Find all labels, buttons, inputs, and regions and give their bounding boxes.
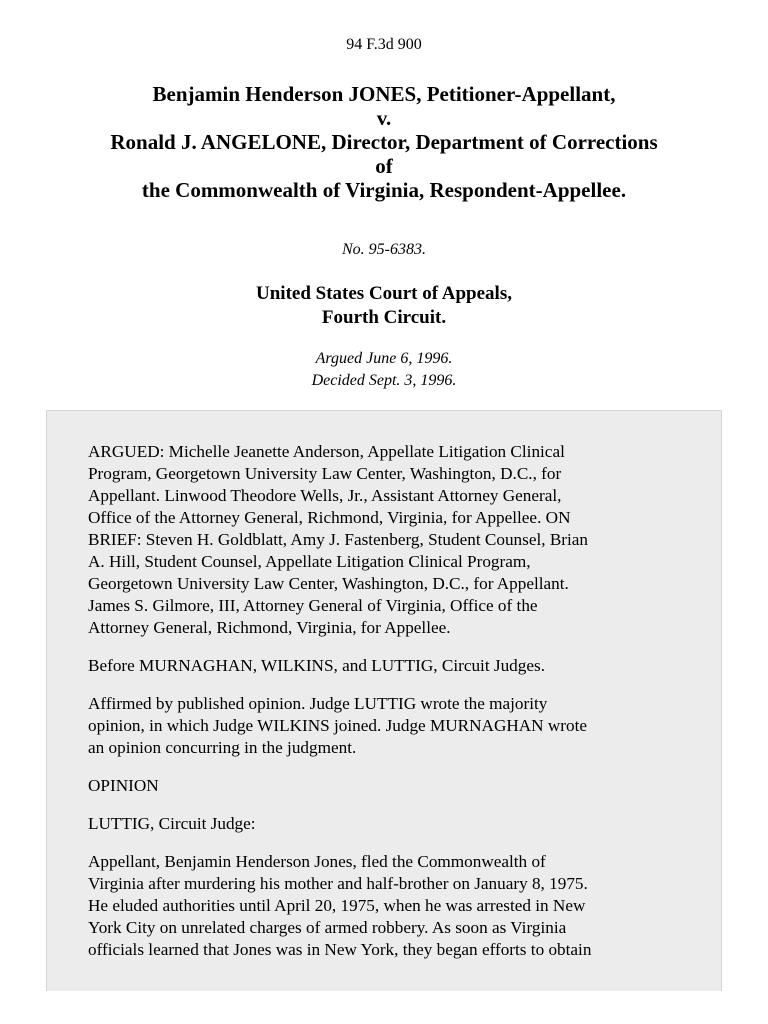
- text-line: Appellant, Benjamin Henderson Jones, fled the Commonwealth of: [88, 852, 546, 871]
- caption-line-petitioner: Benjamin Henderson JONES, Petitioner-Appellant,: [152, 82, 616, 106]
- decided-date: Decided Sept. 3, 1996.: [311, 372, 457, 389]
- disposition-paragraph: [88, 693, 688, 759]
- text-line: Affirmed by published opinion. Judge LUTTIG wrote the majority: [88, 694, 548, 713]
- text-line: OPINION: [88, 776, 159, 795]
- counsel-paragraph: [88, 441, 688, 639]
- docket-number: No. 95-6383.: [342, 241, 426, 258]
- opinion-heading: [88, 775, 688, 797]
- panel-paragraph: [88, 655, 688, 677]
- text-line: Attorney General, Richmond, Virginia, for Appellee.: [88, 618, 451, 637]
- caption-line-respondent: Ronald J. ANGELONE, Director, Department of Corrections: [110, 130, 658, 154]
- text-line: Appellant. Linwood Theodore Wells, Jr., Assistant Attorney General,: [88, 486, 562, 505]
- opinion-body: [88, 441, 688, 977]
- text-line: LUTTIG, Circuit Judge:: [88, 814, 256, 833]
- case-caption: [0, 82, 768, 202]
- argued-date: Argued June 6, 1996.: [315, 350, 453, 367]
- opinion-body-panel: [46, 410, 722, 991]
- caption-line-commonwealth: the Commonwealth of Virginia, Respondent-Appellee.: [141, 178, 627, 202]
- text-line: A. Hill, Student Counsel, Appellate Litigation Clinical Program,: [88, 552, 531, 571]
- court-circuit-line: Fourth Circuit.: [321, 307, 447, 328]
- citation: 94 F.3d 900: [346, 36, 422, 53]
- text-line: officials learned that Jones was in New York, they began efforts to obtain: [88, 940, 592, 959]
- caption-line-versus: v.: [376, 106, 392, 130]
- text-line: Office of the Attorney General, Richmond, Virginia, for Appellee. ON: [88, 508, 571, 527]
- court-name: [0, 282, 768, 330]
- text-line: opinion, in which Judge WILKINS joined. Judge MURNAGHAN wrote: [88, 716, 588, 735]
- case-dates: [0, 348, 768, 392]
- court-name-line: United States Court of Appeals,: [256, 283, 512, 304]
- text-line: Before MURNAGHAN, WILKINS, and LUTTIG, Circuit Judges.: [88, 656, 545, 675]
- opinion-paragraph: [88, 851, 688, 961]
- caption-line-of: of: [375, 154, 393, 178]
- text-line: He eluded authorities until April 20, 1975, when he was arrested in New: [88, 896, 586, 915]
- text-line: an opinion concurring in the judgment.: [88, 738, 357, 757]
- text-line: BRIEF: Steven H. Goldblatt, Amy J. Fastenberg, Student Counsel, Brian: [88, 530, 589, 549]
- text-line: Program, Georgetown University Law Center, Washington, D.C., for: [88, 464, 562, 483]
- text-line: ARGUED: Michelle Jeanette Anderson, Appellate Litigation Clinical: [88, 442, 565, 461]
- text-line: Georgetown University Law Center, Washington, D.C., for Appellant.: [88, 574, 569, 593]
- author-line: [88, 813, 688, 835]
- text-line: Virginia after murdering his mother and half-brother on January 8, 1975.: [88, 874, 588, 893]
- text-line: York City on unrelated charges of armed robbery. As soon as Virginia: [88, 918, 567, 937]
- text-line: James S. Gilmore, III, Attorney General of Virginia, Office of the: [88, 596, 538, 615]
